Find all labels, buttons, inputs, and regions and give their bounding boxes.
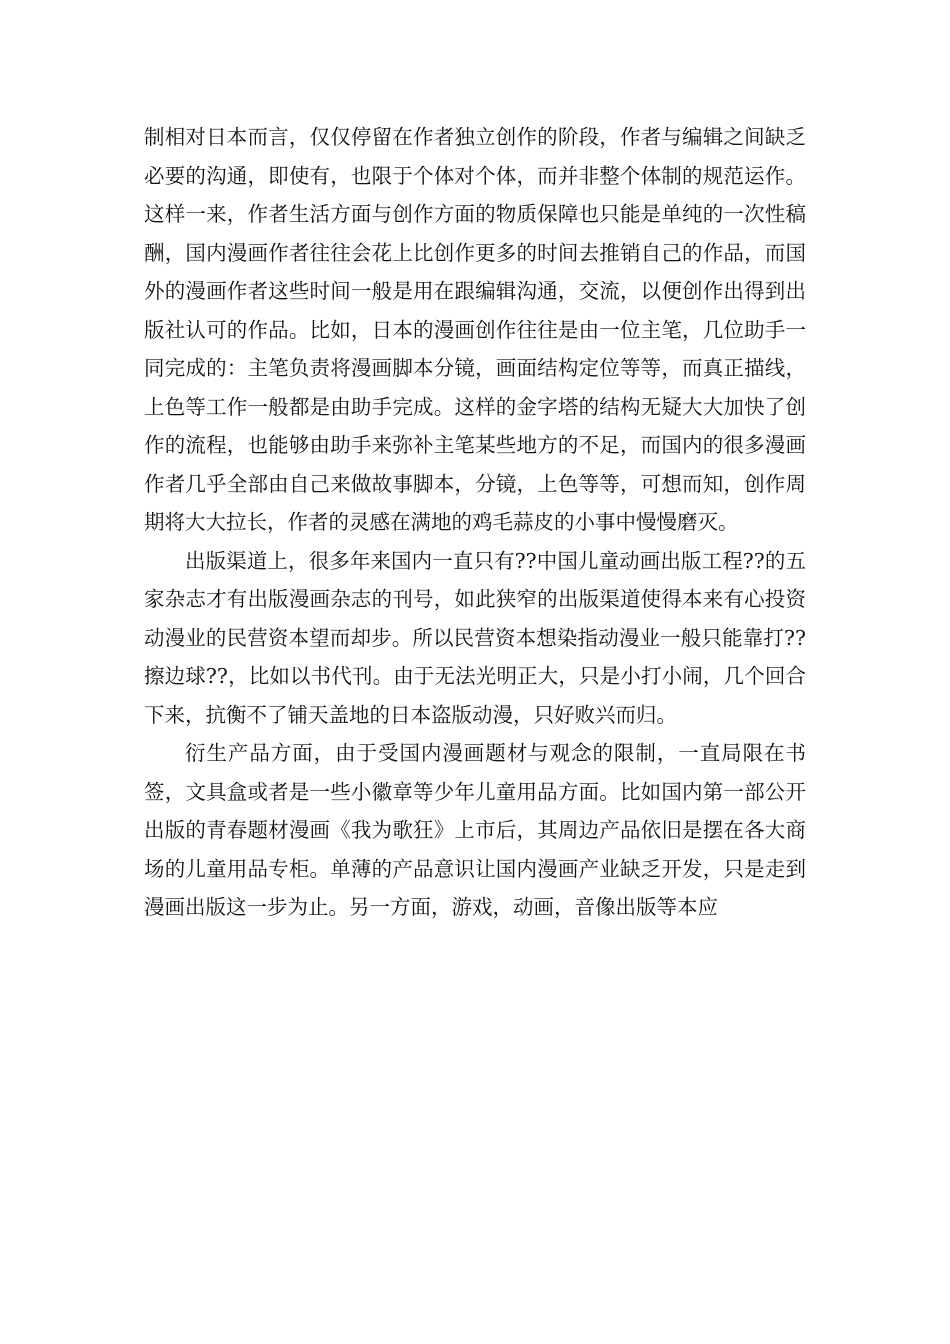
paragraph: 衍生产品方面，由于受国内漫画题材与观念的限制，一直局限在书签，文具盒或者是一些小徽章等少年儿童用品方面。比如国内第一部公开出版的青春题材漫画《我为歌狂》上市后，其周边产品依旧是摆在各大商场的儿童用品专柜。单薄的产品意识让国内漫画产业缺乏开发，只是走到漫画出版这一步为止。另一方面，游戏，动画，音像出版等本应 [144, 741, 806, 919]
document-page [144, 118, 806, 927]
paragraph: 出版渠道上，很多年来国内一直只有??中国儿童动画出版工程??的五家杂志才有出版漫画杂志的刊号，如此狭窄的出版渠道使得本来有心投资动漫业的民营资本望而却步。所以民营资本想染指动漫业一般只能靠打??擦边球??，比如以书代刊。由于无法光明正大，只是小打小闹，几个回合下来，抗衡不了铺天盖地的日本盗版动漫，只好败兴而归。 [144, 548, 806, 727]
paragraph: 制相对日本而言，仅仅停留在作者独立创作的阶段，作者与编辑之间缺乏必要的沟通，即使有，也限于个体对个体，而并非整个体制的规范运作。这样一来，作者生活方面与创作方面的物质保障也只能是单纯的一次性稿酬，国内漫画作者往往会花上比创作更多的时间去推销自己的作品，而国外的漫画作者这些时间一般是用在跟编辑沟通，交流，以便创作出得到出版社认可的作品。比如，日本的漫画创作往往是由一位主笔，几位助手一同完成的：主笔负责将漫画脚本分镜，画面结构定位等等，而真正描线，上色等工作一般都是由助手完成。这样的金字塔的结构无疑大大加快了创作的流程，也能够由助手来弥补主笔某些地方的不足，而国内的很多漫画作者几乎全部由自己来做故事脚本，分镜，上色等等，可想而知，创作周期将大大拉长，作者的灵感在满地的鸡毛蒜皮的小事中慢慢磨灭。 [144, 125, 806, 534]
